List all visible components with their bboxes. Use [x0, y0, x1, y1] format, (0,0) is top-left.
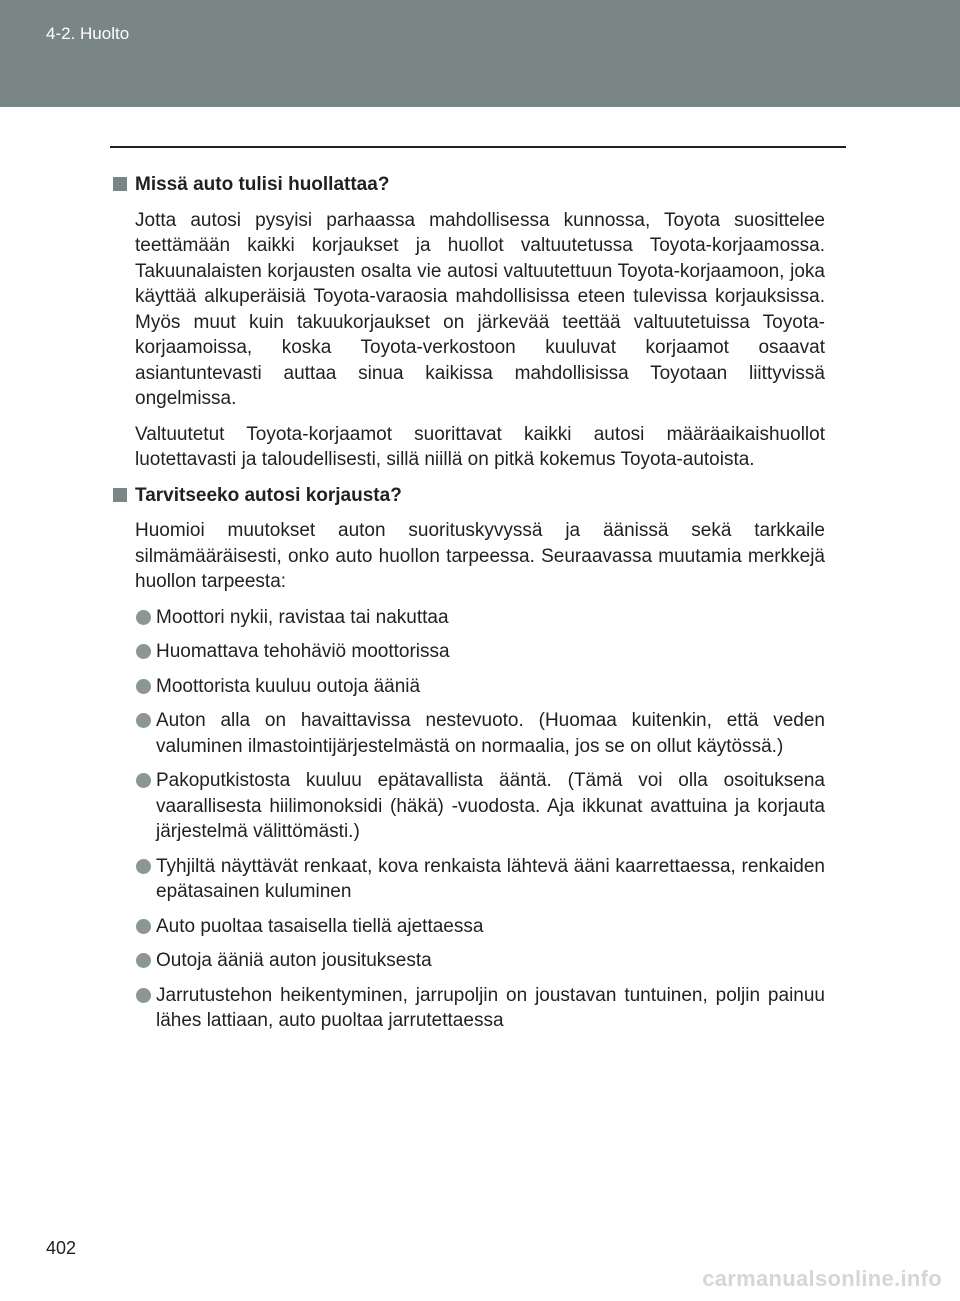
circle-bullet-icon: [136, 859, 151, 874]
list-item: [135, 914, 825, 940]
list-item-text: Pakoputkistosta kuuluu epätavallista ääntä. (Tämä voi olla osoituksena vaarallisesta hiilimonoksidi (häkä) -vuodosta. Aja ikkunat avattuina ja korjauta järjestelmä välittömästi.): [156, 770, 825, 842]
heading-text: Tarvitseeko autosi korjausta?: [135, 484, 402, 506]
list-item-text: Jarrutustehon heikentyminen, jarrupoljin on joustavan tuntuinen, poljin painuu lähes lattiaan, auto puoltaa jarrutettaessa: [156, 984, 825, 1031]
square-bullet-icon: [113, 488, 127, 502]
section-title: 4-2. Huolto: [46, 24, 130, 43]
top-rule: [110, 146, 846, 148]
list-item: [135, 674, 825, 700]
list-item-text: Outoja ääniä auton jousituksesta: [156, 950, 432, 971]
circle-bullet-icon: [136, 679, 151, 694]
list-item-text: Moottorista kuuluu outoja ääniä: [156, 675, 421, 697]
paragraph: Huomioi muutokset auton suorituskyvyssä ja äänissä sekä tarkkaile silmämääräisesti, onko auto huollon tarpeessa. Seuraavassa muutamia merkkejä huollon tarpeesta:: [135, 520, 825, 592]
circle-bullet-icon: [136, 953, 151, 968]
list-item-text: Huomattava tehohäviö moottorissa: [156, 641, 450, 662]
page-header: [0, 0, 960, 107]
section-heading-1: [113, 172, 825, 198]
paragraph: Jotta autosi pysyisi parhaassa mahdollisessa kunnossa, Toyota suosittelee teettämään kaikki korjaukset ja huollot valtuutetussa Toyota-korjaamossa. Takuunalaisten korjausten osalta vie autosi valtuutettuun Toyota-korjaamoon, joka käyttää alkuperäisiä Toyota-varaosia mahdollisissa eteen tulevissa korjauksissa. Myös muut kuin takuukorjaukset on järkevää teettää valtuutetuissa Toyota-korjaamoissa, koska Toyota-verkostoon kuuluvat korjaamot osaavat asiantuntevasti auttaa sinua kaikissa mahdollisissa Toyotaan liittyvissä ongelmissa.: [135, 209, 825, 409]
square-bullet-icon: [113, 177, 127, 191]
circle-bullet-icon: [136, 773, 151, 788]
list-item-text: Tyhjiltä näyttävät renkaat, kova renkaista lähtevä ääni kaarrettaessa, renkaiden epätasainen kuluminen: [156, 855, 825, 902]
list-item: [135, 768, 825, 845]
list-item-text: Moottori nykii, ravistaa tai nakuttaa: [156, 606, 449, 628]
circle-bullet-icon: [136, 988, 151, 1003]
list-item: [135, 708, 825, 759]
list-item-text: Auton alla on havaittavissa nestevuoto. (Huomaa kuitenkin, että veden valuminen ilmastointijärjestelmästä on normaalia, jos se on ollut käytössä.): [156, 710, 825, 757]
list-item: [135, 983, 825, 1034]
list-item: [135, 605, 825, 631]
circle-bullet-icon: [136, 919, 151, 934]
main-content: [113, 172, 825, 1043]
section-heading-2: [113, 483, 825, 509]
page-number: 402: [46, 1238, 77, 1258]
watermark: carmanualsonline.info: [702, 1266, 942, 1291]
heading-text: Missä auto tulisi huollattaa?: [135, 174, 390, 195]
list-item: [135, 854, 825, 905]
circle-bullet-icon: [136, 644, 151, 659]
symptom-list: [113, 605, 825, 1034]
list-item: [135, 948, 825, 974]
paragraph: Valtuutetut Toyota-korjaamot suorittavat kaikki autosi määräaikaishuollot luotettavasti ja taloudellisesti, sillä niillä on pitkä kokemus Toyota-autoista.: [135, 423, 825, 470]
circle-bullet-icon: [136, 610, 151, 625]
list-item-text: Auto puoltaa tasaisella tiellä ajettaessa: [156, 915, 484, 937]
circle-bullet-icon: [136, 713, 151, 728]
list-item: [135, 639, 825, 665]
